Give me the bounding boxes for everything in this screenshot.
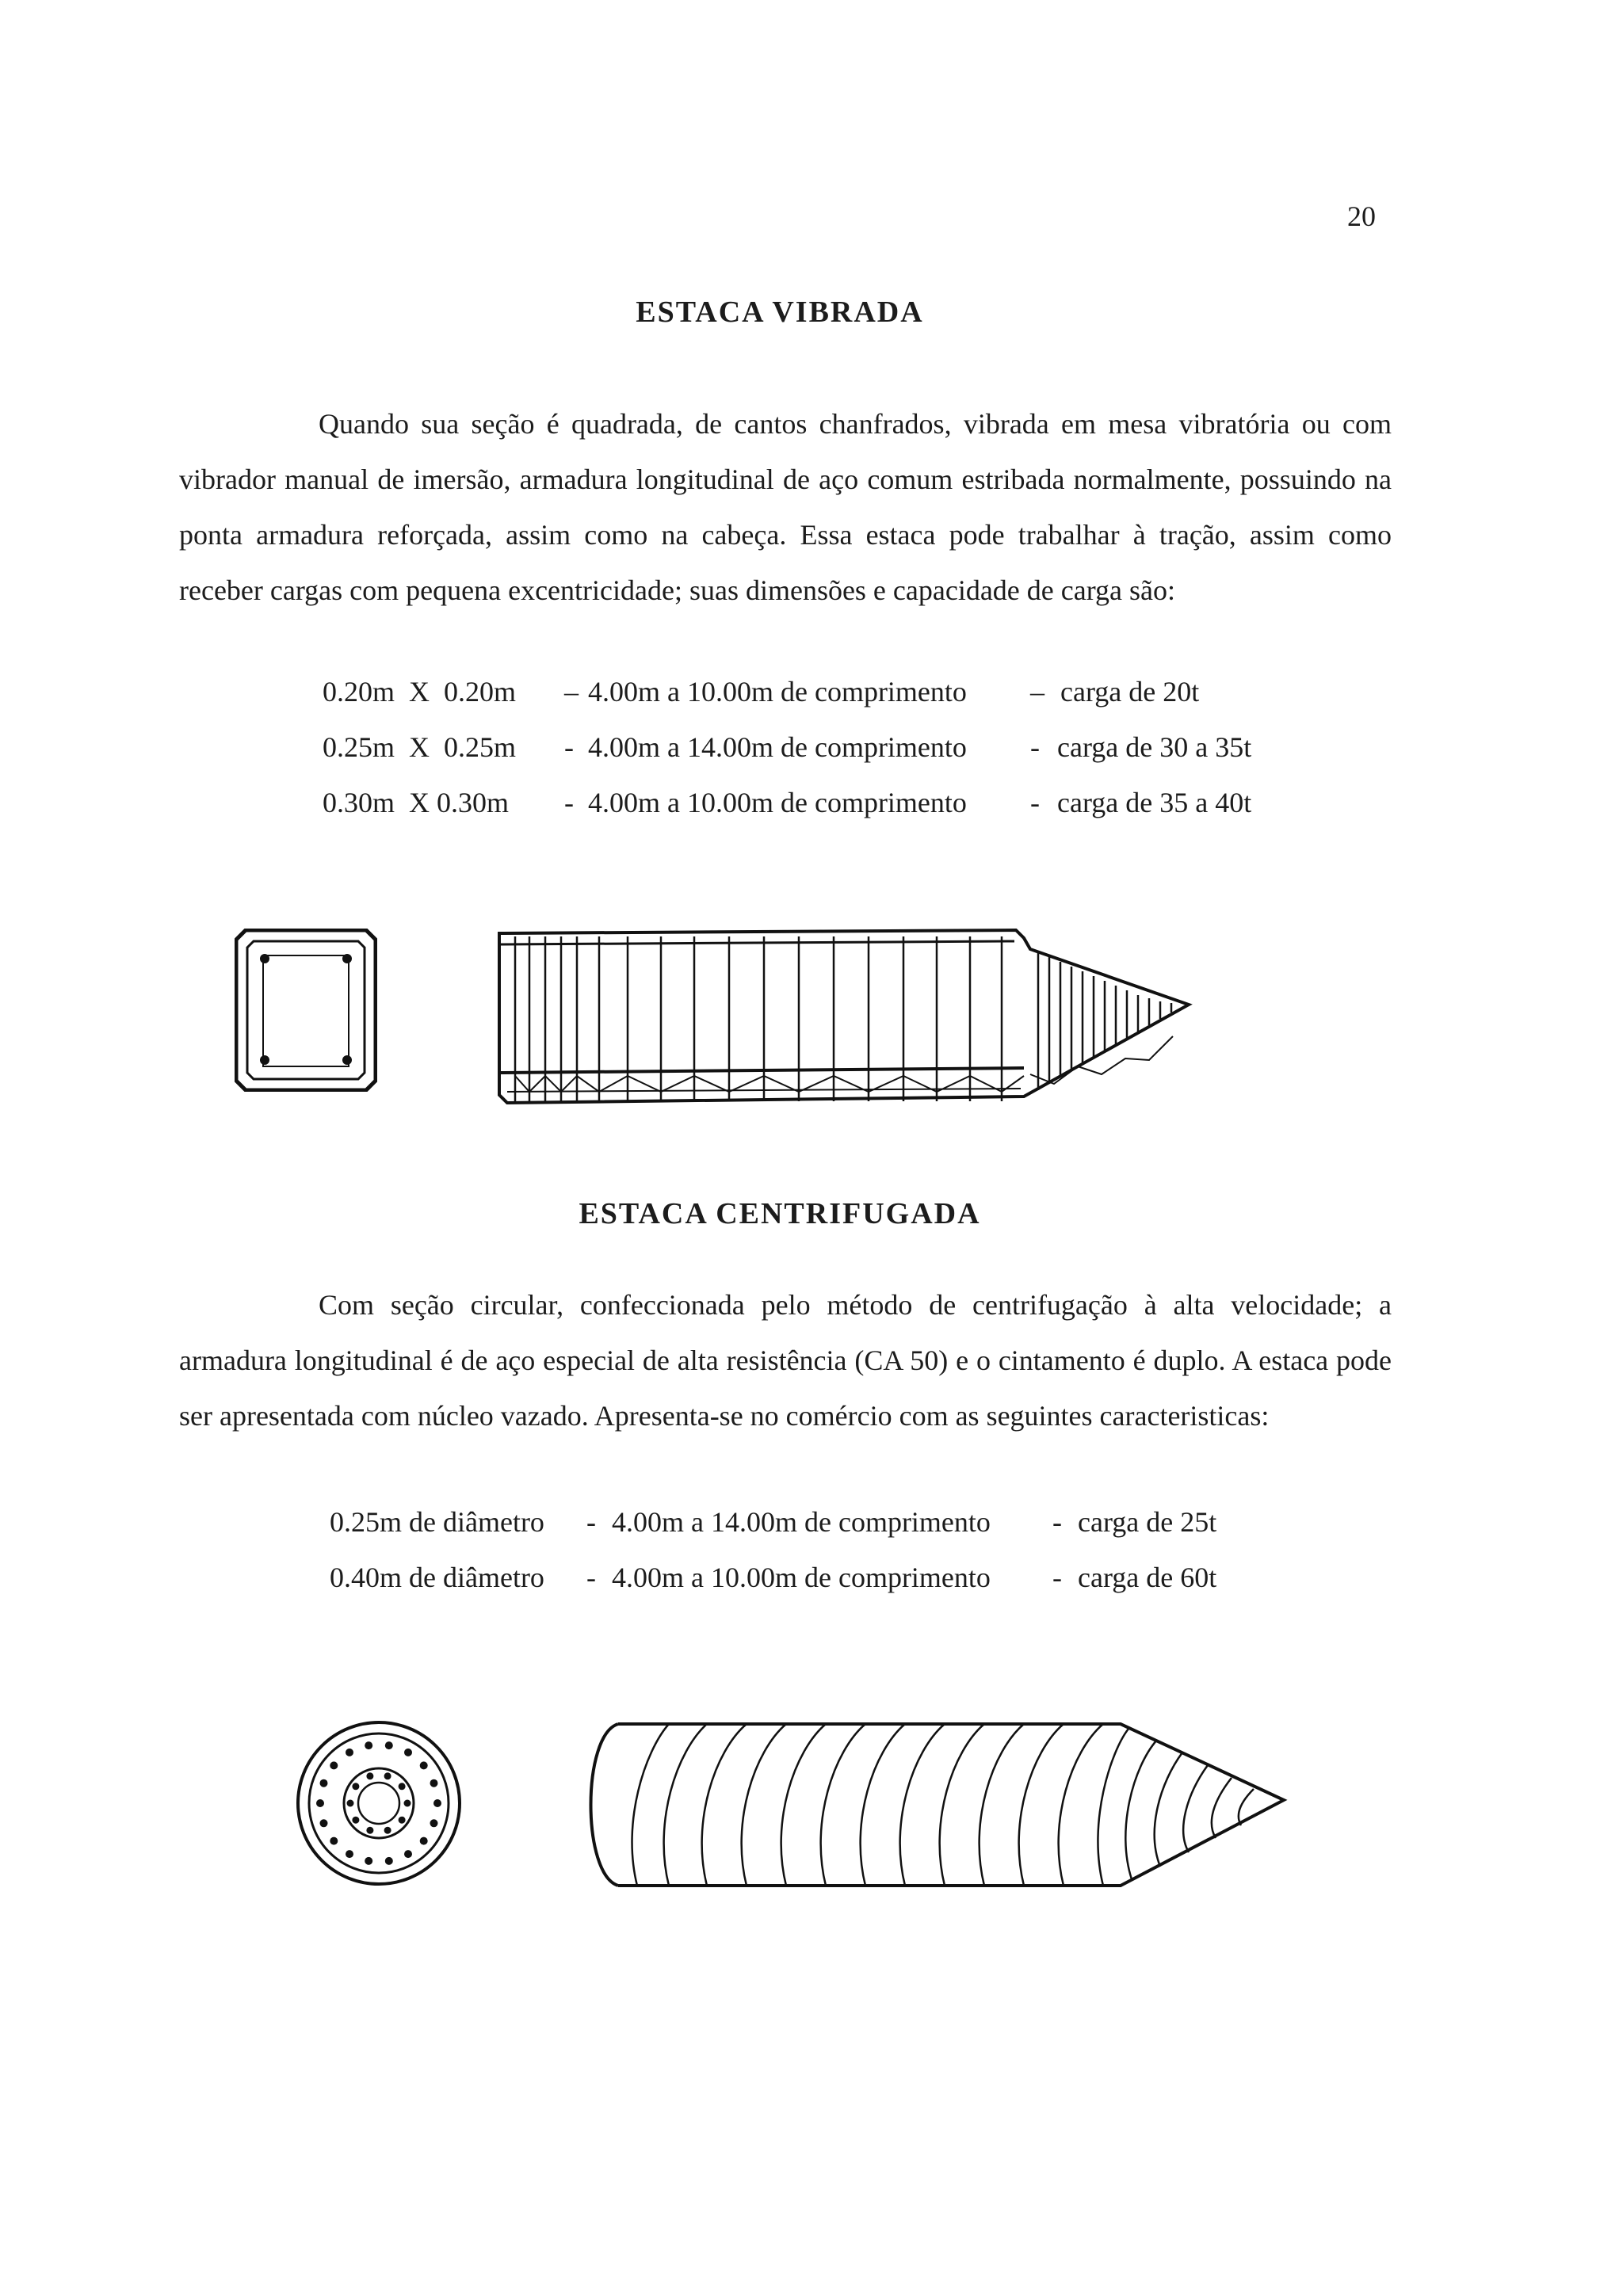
spec-load: carga de 25t xyxy=(1078,1506,1217,1538)
rebar-dot xyxy=(404,1800,411,1807)
circular-pile-section-figure xyxy=(295,1719,463,1887)
rebar-dot xyxy=(316,1799,324,1807)
spec-separator: - xyxy=(1052,1506,1062,1538)
spec-length: 4.00m a 10.00m de comprimento xyxy=(612,1562,991,1593)
rebar-dot xyxy=(399,1817,406,1824)
spec-load: carga de 60t xyxy=(1078,1562,1217,1593)
spec-size: 0.40m de diâmetro xyxy=(330,1562,544,1593)
spec-separator: - xyxy=(586,1562,596,1593)
rebar-dot xyxy=(365,1741,372,1749)
rebar-dot xyxy=(430,1819,438,1827)
rebar-dot xyxy=(399,1783,406,1790)
rebar-dot xyxy=(384,1827,391,1834)
spec-separator: - xyxy=(1052,1562,1062,1593)
spec-length: 4.00m a 10.00m de comprimento xyxy=(588,676,967,707)
rebar-dot xyxy=(347,1800,354,1807)
paragraph-vibrada xyxy=(179,396,1392,618)
spec-size: 0.30m X 0.30m xyxy=(323,787,510,818)
rebar-dot xyxy=(352,1783,359,1790)
paragraph-centrifugada xyxy=(179,1277,1392,1444)
rebar-dot xyxy=(433,1799,441,1807)
spec-size: 0.25m X 0.25m xyxy=(323,731,517,763)
section-title-vibrada: ESTACA VIBRADA xyxy=(636,296,924,329)
spec-separator: - xyxy=(564,787,574,818)
rebar-dot xyxy=(385,1741,393,1749)
rebar-dot xyxy=(384,1772,391,1779)
spec-separator: - xyxy=(586,1506,596,1538)
spec-separator: - xyxy=(1030,787,1040,818)
spec-load: carga de 20t xyxy=(1060,676,1200,707)
spec-separator: - xyxy=(564,731,574,763)
page-number: 20 xyxy=(1347,200,1376,232)
spec-length: 4.00m a 14.00m de comprimento xyxy=(612,1506,991,1538)
rebar-dot xyxy=(346,1749,353,1756)
paragraph-vibrada-text: Quando sua seção é quadrada, de cantos chanfrados, vibrada em mesa vibratória ou com vibrador manual de imersão, armadura longitudinal de aço comum estribada normalmente, possuindo na ponta armadura reforçada, assim como na cabeça. Essa estaca pode trabalhar à tração, assim como receber cargas com pequena excentricidade; suas dimensões e capacidade de carga são: xyxy=(179,408,1392,606)
circular-pile-elevation-figure xyxy=(574,1711,1303,1901)
spec-load: carga de 35 a 40t xyxy=(1057,787,1252,818)
spec-separator: – xyxy=(1030,676,1044,707)
square-pile-section-figure xyxy=(235,929,377,1092)
rebar-dot xyxy=(352,1817,359,1824)
spec-length: 4.00m a 10.00m de comprimento xyxy=(588,787,967,818)
rebar-dot xyxy=(320,1779,328,1787)
rebar-dot xyxy=(404,1749,412,1756)
rebar-dot xyxy=(420,1761,428,1769)
spec-size: 0.25m de diâmetro xyxy=(330,1506,544,1538)
square-pile-elevation-figure xyxy=(491,925,1197,1112)
spec-load: carga de 30 a 35t xyxy=(1057,731,1252,763)
section-title-centrifugada: ESTACA CENTRIFUGADA xyxy=(579,1197,981,1230)
rebar-dot xyxy=(404,1850,412,1858)
rebar-dot xyxy=(330,1837,338,1845)
rebar-dot xyxy=(430,1779,438,1787)
paragraph-centrifugada-text: Com seção circular, confeccionada pelo método de centrifugação à alta velocidade; a armadura longitudinal é de aço especial de alta resistência (CA 50) e o cintamento é duplo. A estaca pode ser apresentada com núcleo vazado. Apresenta-se no comércio com as seguintes caracteristicas: xyxy=(179,1289,1392,1432)
spec-length: 4.00m a 14.00m de comprimento xyxy=(588,731,967,763)
rebar-dot xyxy=(365,1857,372,1865)
rebar-dot xyxy=(366,1772,373,1779)
rebar-dot xyxy=(330,1761,338,1769)
rebar-dot xyxy=(420,1837,428,1845)
rebar-dot xyxy=(346,1850,353,1858)
rebar-dot xyxy=(366,1827,373,1834)
spec-size: 0.20m X 0.20m xyxy=(323,676,517,707)
spec-separator: – xyxy=(564,676,579,707)
rebar-dot xyxy=(320,1819,328,1827)
spec-separator: - xyxy=(1030,731,1040,763)
rebar-dot xyxy=(385,1857,393,1865)
